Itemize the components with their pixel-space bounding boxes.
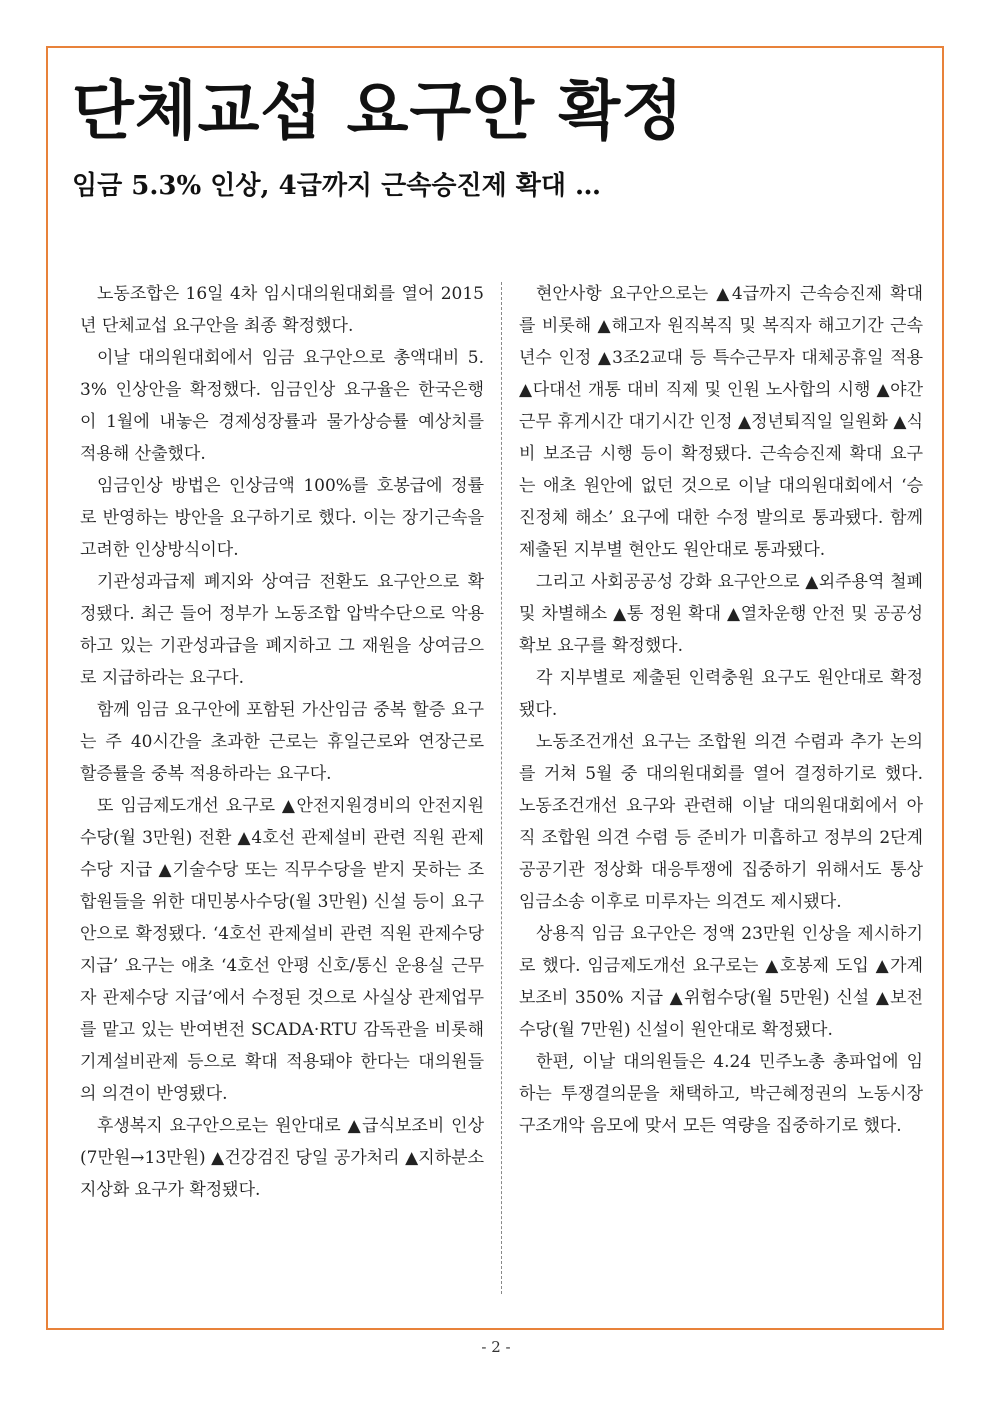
paragraph: 또 임금제도개선 요구로 ▲안전지원경비의 안전지원수당(월 3만원) 전환 ▲4호선 관제설비 관련 직원 관제수당 지급 ▲기술수당 또는 직무수당을 받지 못하는 조합원들을 위한 대민봉사수당(월 3만원) 신설 등이 요구안으로 확정됐다. ‘4호선 관제설비 관련 직원 관제수당 지급’ 요구는 애초 ‘4호선 안평 신호/통신 운용실 근무자 관제수당 지급’에서 수정된 것으로 사실상 관제업무를 맡고 있는 반여변전 SCADA·RTU 감독관을 비롯해 기계설비관제 등으로 확대 적용돼야 한다는 대의원들의 의견이 반영됐다. (80, 796, 484, 1104)
subheadline: 임금 5.3% 인상, 4급까지 근속승진제 확대 … (72, 171, 602, 201)
body-column-right (519, 278, 923, 1142)
paragraph: 노동조건개선 요구는 조합원 의견 수렴과 추가 논의를 거쳐 5월 중 대의원대회를 열어 결정하기로 했다. 노동조건개선 요구와 관련해 이날 대의원대회에서 아직 조합원 의견 수렴 등 준비가 미흡하고 정부의 2단계 공공기관 정상화 대응투쟁에 집중하기 위해서도 통상임금소송 이후로 미루자는 의견도 제시됐다. (519, 732, 923, 912)
body-column-left (80, 278, 484, 1206)
page-number: - 2 - (481, 1338, 511, 1356)
paragraph: 기관성과급제 폐지와 상여금 전환도 요구안으로 확정됐다. 최근 들어 정부가 노동조합 압박수단으로 악용하고 있는 기관성과급을 폐지하고 그 재원을 상여금으로 지급하라는 요구다. (80, 572, 484, 688)
paragraph: 노동조합은 16일 4차 임시대의원대회를 열어 2015년 단체교섭 요구안을 최종 확정했다. (80, 284, 484, 336)
paragraph: 상용직 임금 요구안은 정액 23만원 인상을 제시하기로 했다. 임금제도개선 요구로는 ▲호봉제 도입 ▲가계보조비 350% 지급 ▲위험수당(월 5만원) 신설 ▲보전수당(월 7만원) 신설이 원안대로 확정됐다. (519, 924, 923, 1040)
column-divider (501, 282, 502, 1294)
paragraph: 각 지부별로 제출된 인력충원 요구도 원안대로 확정됐다. (519, 668, 923, 720)
paragraph: 함께 임금 요구안에 포함된 가산임금 중복 할증 요구는 주 40시간을 초과한 근로는 휴일근로와 연장근로 할증률을 중복 적용하라는 요구다. (80, 700, 484, 784)
paragraph: 이날 대의원대회에서 임금 요구안으로 총액대비 5.3% 인상안을 확정했다. 임금인상 요구율은 한국은행이 1월에 내놓은 경제성장률과 물가상승률 예상치를 적용해 산출했다. (80, 348, 484, 464)
paragraph: 현안사항 요구안으로는 ▲4급까지 근속승진제 확대를 비롯해 ▲해고자 원직복직 및 복직자 해고기간 근속년수 인정 ▲3조2교대 등 특수근무자 대체공휴일 적용 ▲다대선 개통 대비 직제 및 인원 노사합의 시행 ▲야간근무 휴게시간 대기시간 인정 ▲정년퇴직일 일원화 ▲식비 보조금 시행 등이 확정됐다. 근속승진제 확대 요구는 애초 원안에 없던 것으로 이날 대의원대회에서 ‘승진정체 해소’ 요구에 대한 수정 발의로 통과됐다. 함께 제출된 지부별 현안도 원안대로 통과됐다. (519, 284, 923, 560)
paragraph: 임금인상 방법은 인상금액 100%를 호봉급에 정률로 반영하는 방안을 요구하기로 했다. 이는 장기근속을 고려한 인상방식이다. (80, 476, 484, 560)
paragraph: 그리고 사회공공성 강화 요구안으로 ▲외주용역 철폐 및 차별해소 ▲통 정원 확대 ▲열차운행 안전 및 공공성 확보 요구를 확정했다. (519, 572, 923, 656)
headline: 단체교섭 요구안 확정 (72, 75, 684, 149)
paragraph: 후생복지 요구안으로는 원안대로 ▲급식보조비 인상(7만원→13만원) ▲건강검진 당일 공가처리 ▲지하분소 지상화 요구가 확정됐다. (80, 1116, 484, 1200)
paragraph: 한편, 이날 대의원들은 4.24 민주노총 총파업에 임하는 투쟁결의문을 채택하고, 박근혜정권의 노동시장 구조개악 음모에 맞서 모든 역량을 집중하기로 했다. (519, 1052, 923, 1136)
